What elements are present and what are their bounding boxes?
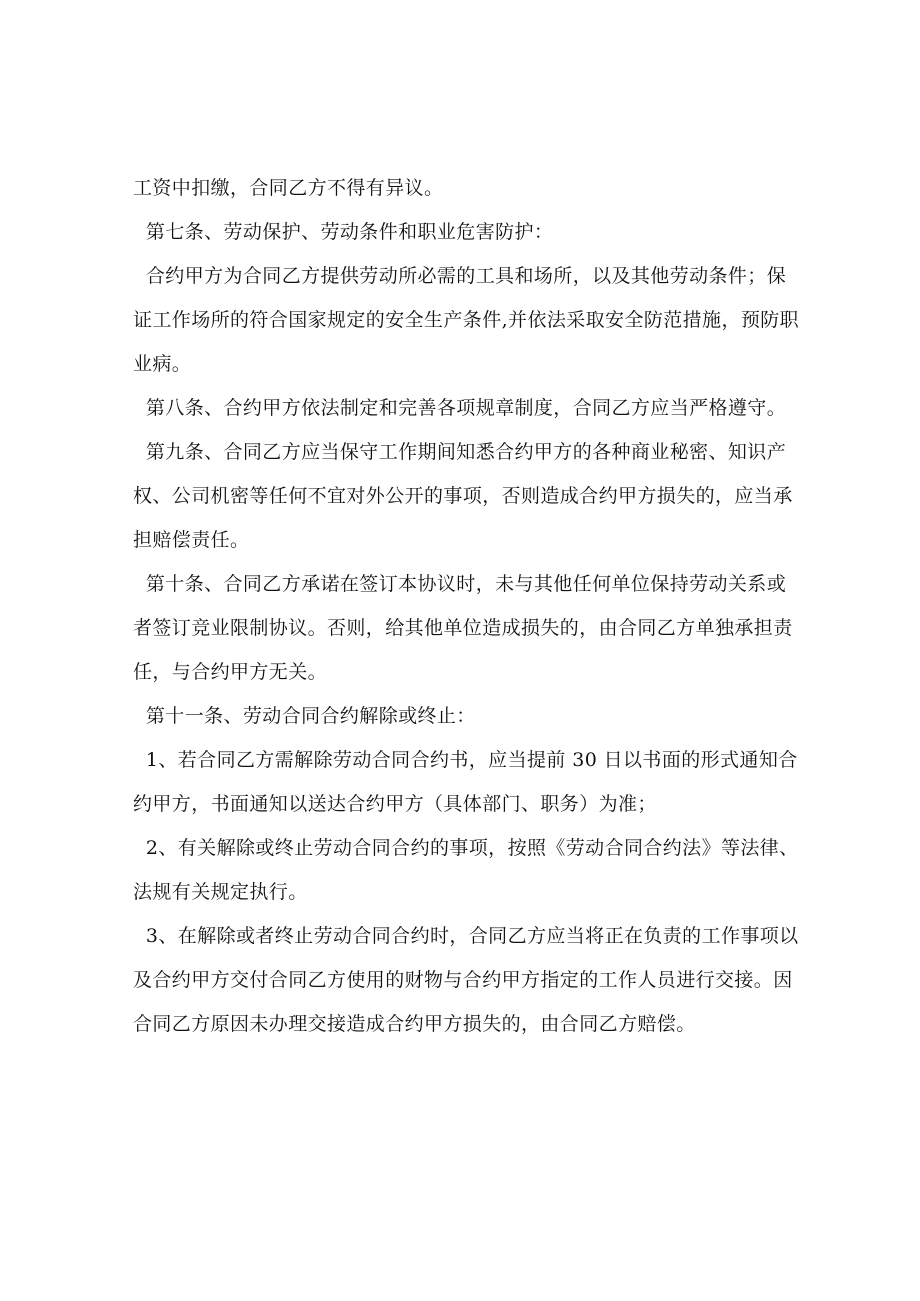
- paragraph-article-11-item-3: 3、在解除或者终止劳动合同合约时，合同乙方应当将正在负责的工作事项以及合约甲方交付合同乙方使用的财物与合约甲方指定的工作人员进行交接。因合同乙方原因未办理交接造成合约甲方损失的，由合同乙方赔偿。: [133, 925, 799, 1035]
- paragraph-article-9: 第九条、合同乙方应当保守工作期间知悉合约甲方的各种商业秘密、知识产权、公司机密等任何不宜对外公开的事项，否则造成合约甲方损失的，应当承担赔偿责任。: [133, 441, 793, 551]
- paragraph-wage-deduction: 工资中扣缴，合同乙方不得有异议。: [133, 177, 444, 199]
- paragraph-article-8: 第八条、合约甲方依法制定和完善各项规章制度，合同乙方应当严格遵守。: [133, 397, 787, 419]
- contract-text: [133, 166, 805, 1046]
- paragraph-article-11-heading: 第十一条、劳动合同合约解除或终止：: [133, 705, 476, 727]
- paragraph-article-7-heading: 第七条、劳动保护、劳动条件和职业危害防护：: [133, 221, 554, 243]
- paragraph-article-11-item-1: 1、若合同乙方需解除劳动合同合约书，应当提前 30 日以书面的形式通知合约甲方，书面通知以送达合约甲方（具体部门、职务）为准；: [133, 749, 798, 815]
- paragraph-article-11-item-2: 2、有关解除或终止劳动合同合约的事项，按照《劳动合同合约法》等法律、法规有关规定执行。: [133, 837, 799, 903]
- paragraph-article-7-body: 合约甲方为合同乙方提供劳动所必需的工具和场所，以及其他劳动条件；保证工作场所的符合国家规定的安全生产条件,并依法采取安全防范措施，预防职业病。: [133, 265, 800, 375]
- paragraph-article-10: 第十条、合同乙方承诺在签订本协议时，未与其他任何单位保持劳动关系或者签订竞业限制协议。否则，给其他单位造成损失的，由合同乙方单独承担责任，与合约甲方无关。: [133, 573, 793, 683]
